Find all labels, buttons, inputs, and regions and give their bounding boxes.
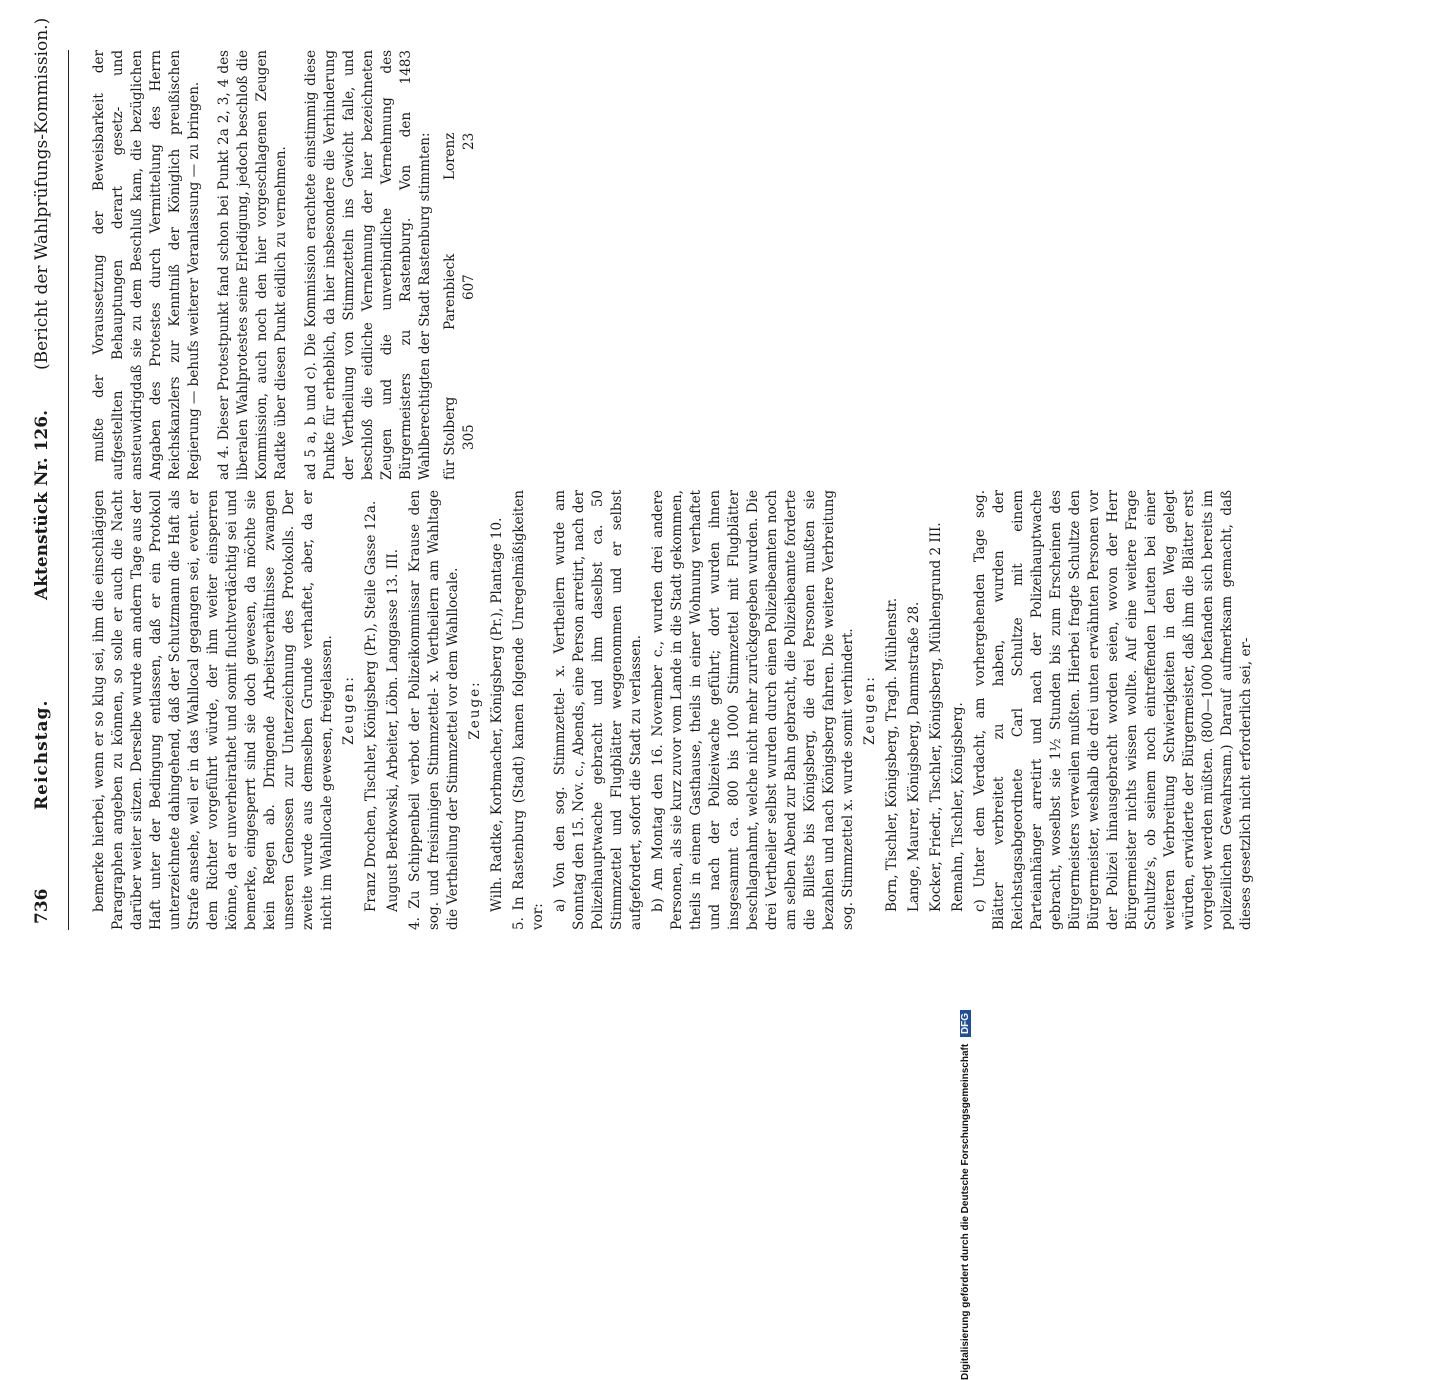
digitization-credit bbox=[960, 480, 971, 1380]
witness-heading: Zeugen: bbox=[341, 675, 357, 745]
page-header bbox=[20, 17, 60, 930]
vote-count: 23 bbox=[461, 132, 477, 150]
document-subtitle: (Bericht der Wahlprüfungs-Kommission.) bbox=[32, 17, 52, 370]
witness-entry: Franz Drochen, Tischler, Königsberg (Pr.), Steile Gasse 12a. bbox=[363, 500, 379, 912]
candidate-name: Parenbieck bbox=[442, 253, 458, 330]
paragraph: c) Unter dem Verdacht, am vorhergehenden Tage sog. Blätter verbreitet zu haben, wurden der Reichstagsabgeordnete Carl Schultze mit einem Parteianhänger arretirt und nach der Polizeihauptwache gebracht, woselbst sie 1½ Stunden bis zum Erscheinen des Bürgermeisters verweilen mußten. Hierbei fragte Schultze den Bürgermeister, weshalb die drei unten erwähnten Personen vor der Polizei hinausgebracht worden seien, wovon der Herr Bürgermeister nichts wissen wollte. Auf eine weitere Frage Schultze's, ob seinem noch eintreffenden Leuten bei einer weiteren Verbreitung Schwierigkeiten in den Weg gelegt würden, erwiderte der Bürgermeister, daß ihm die Blätter erst vorgelegt werden müßten. (800—1000 befanden sich bereits im polizeilichen Gewahrsam.) Darauf aufmerksam gemacht, daß dieses gesetzlich nicht erforderlich sei, er- bbox=[972, 490, 1254, 930]
candidate-name: Lorenz bbox=[442, 132, 458, 180]
spacer bbox=[294, 50, 302, 480]
left-column bbox=[90, 490, 1259, 930]
witness-entry: Remahn, Tischler, Königsberg. bbox=[950, 702, 966, 912]
witness-heading: Zeuge: bbox=[467, 680, 483, 740]
paragraph: b) Am Montag den 16. November c., wurden drei andere Personen, als sie kurz zuvor vom Lande in die Stadt gekommen, theils in einem Gasthause, theils in einer Wohnung verhaftet und nach der Polizeiwache geführt; dort wurden ihnen insgesammt ca. 800 bis 1000 Stimmzettel mit Flugblätter beschlagnahmt, welche nicht mehr zurückgegeben wurden. Die drei Vertheiler selbst wurden durch einen Polizeibeamten noch am selben Abend zur Bahn gebracht, die Polizeibeamte forderte die Billets bis Königsberg, die drei Personen mußten sie bezahlen und nach Königsberg fahren. Die weitere Verbreitung sog. Stimmzettel x. wurde somit verhindert. bbox=[650, 490, 856, 930]
vote-count: 305 bbox=[461, 424, 477, 450]
witness-entry: Wilh. Radtke, Korbmacher, Königsberg (Pr.), Plantage 10. bbox=[489, 517, 505, 912]
witness-entry: Lange, Maurer, Königsberg, Dammstraße 28. bbox=[906, 601, 922, 912]
document-number: Aktenstück Nr. 126. bbox=[32, 409, 52, 600]
vote-table bbox=[441, 50, 479, 480]
credit-text: Digitalisierung gefördert durch die Deutsche Forschungsgemeinschaft bbox=[960, 1043, 971, 1380]
spacer bbox=[207, 50, 215, 480]
paragraph: ad 4. Dieser Protestpunkt fand schon bei Punkt 2a 2, 3, 4 des liberalen Wahlprotestes seine Erledigung, jedoch beschloß die Kommission, auch noch den hier vorgeschlagenen Zeugen Radtke über diesen Punkt eidlich zu vernehmen. bbox=[216, 50, 289, 480]
witness-heading: Zeugen: bbox=[862, 675, 878, 745]
witness-entry: Kocker, Friedr., Tischler, Königsberg, Mühlengrund 2 III. bbox=[928, 522, 944, 912]
paragraph: ad 5 a, b und c). Die Kommission erachtete einstimmig diese Punkte für erheblich, da hier insbesondere die Verhinderung der Vertheilung von Stimmzetteln ins Gewicht falle, und beschloß die eidliche Vernehmung der hier bezeichneten Zeugen und die unverbindliche Vernehmung des Bürgermeisters zu Rastenburg. Von den 1483 Wahlberechtigten der Stadt Rastenburg stimmten: bbox=[303, 50, 433, 480]
dfg-logo: DFG bbox=[960, 1010, 971, 1037]
paragraph: 5. In Rastenburg (Stadt) kamen folgende Unregelmäßigkeiten vor: bbox=[511, 490, 546, 930]
candidate-name: für Stolberg bbox=[442, 396, 458, 480]
witness-entry: August Berkowski, Arbeiter, Löbn. Langgasse 13. III. bbox=[385, 548, 401, 912]
page-title: Reichstag. bbox=[32, 699, 52, 810]
page-number: 736 bbox=[32, 888, 52, 924]
paragraph: mußte der Voraussetzung der Beweisbarkeit der aufgestellten Behauptungen derart gesetz- und ansteuwidrigdaß sie zu dem Beschluß kam, die bezüglichen Angaben des Protestes durch Vermittelung des Herrn Reichskanzlers zur Kenntniß der Königlich preußischen Regierung — behufs weiterer Veranlassung — zu bringen. bbox=[91, 50, 202, 480]
paragraph: bemerke hierbei, wenn er so klug sei, ihm die einschlägigen Paragraphen angeben zu können, so solle er auch die Nacht darüber weiter sitzen. Derselbe wurde am andern Tage aus der Haft unter der Bedingung entlassen, daß er ein Protokoll unterzeichnete dahingehend, daß der Schutzmann die Haft als Strafe ansehe, weil er in das Wahllocal gegangen sei, event. er dem Richter vorgeführt würde, der ihm weiter einsperren könne, da er unverheirathet und somit fluchtverdächtig sei und bemerke, eingesperrt sind sie doch gewesen, da möchte sie kein Regen ab. Dringende Arbeitsverhältnisse zwangen unseren Genossen zur Unterzeichnung des Protokolls. Der zweite wurde aus demselben Grunde verhaftet, aber, da er nicht im Wahllocale gewesen, freigelassen. bbox=[91, 490, 335, 930]
right-column bbox=[90, 50, 479, 480]
vote-count: 607 bbox=[461, 274, 477, 300]
paragraph: 4. Zu Schippenbeil verbot der Polizeikommissar Krause den sog. und freisinnigen Stimmzettel- x. Vertheilern am Wahltage die Vertheilung der Stimmzettel vor dem Wahllocale. bbox=[407, 490, 461, 930]
witness-entry: Born, Tischler, Königsberg, Tragh. Mühlenstr. bbox=[884, 597, 900, 912]
paragraph: a) Von den sog. Stimmzettel- x. Vertheilern wurde am Sonntag den 15. Nov. c., Abends, eine Person arretirt, nach der Polizeihauptwache gebracht und ihm daselbst ca. 50 Stimmzettel und Flugblätter weggenommen und er selbst aufgefordert, sofort die Stadt zu verlassen. bbox=[552, 490, 644, 930]
header-rule bbox=[68, 50, 69, 930]
